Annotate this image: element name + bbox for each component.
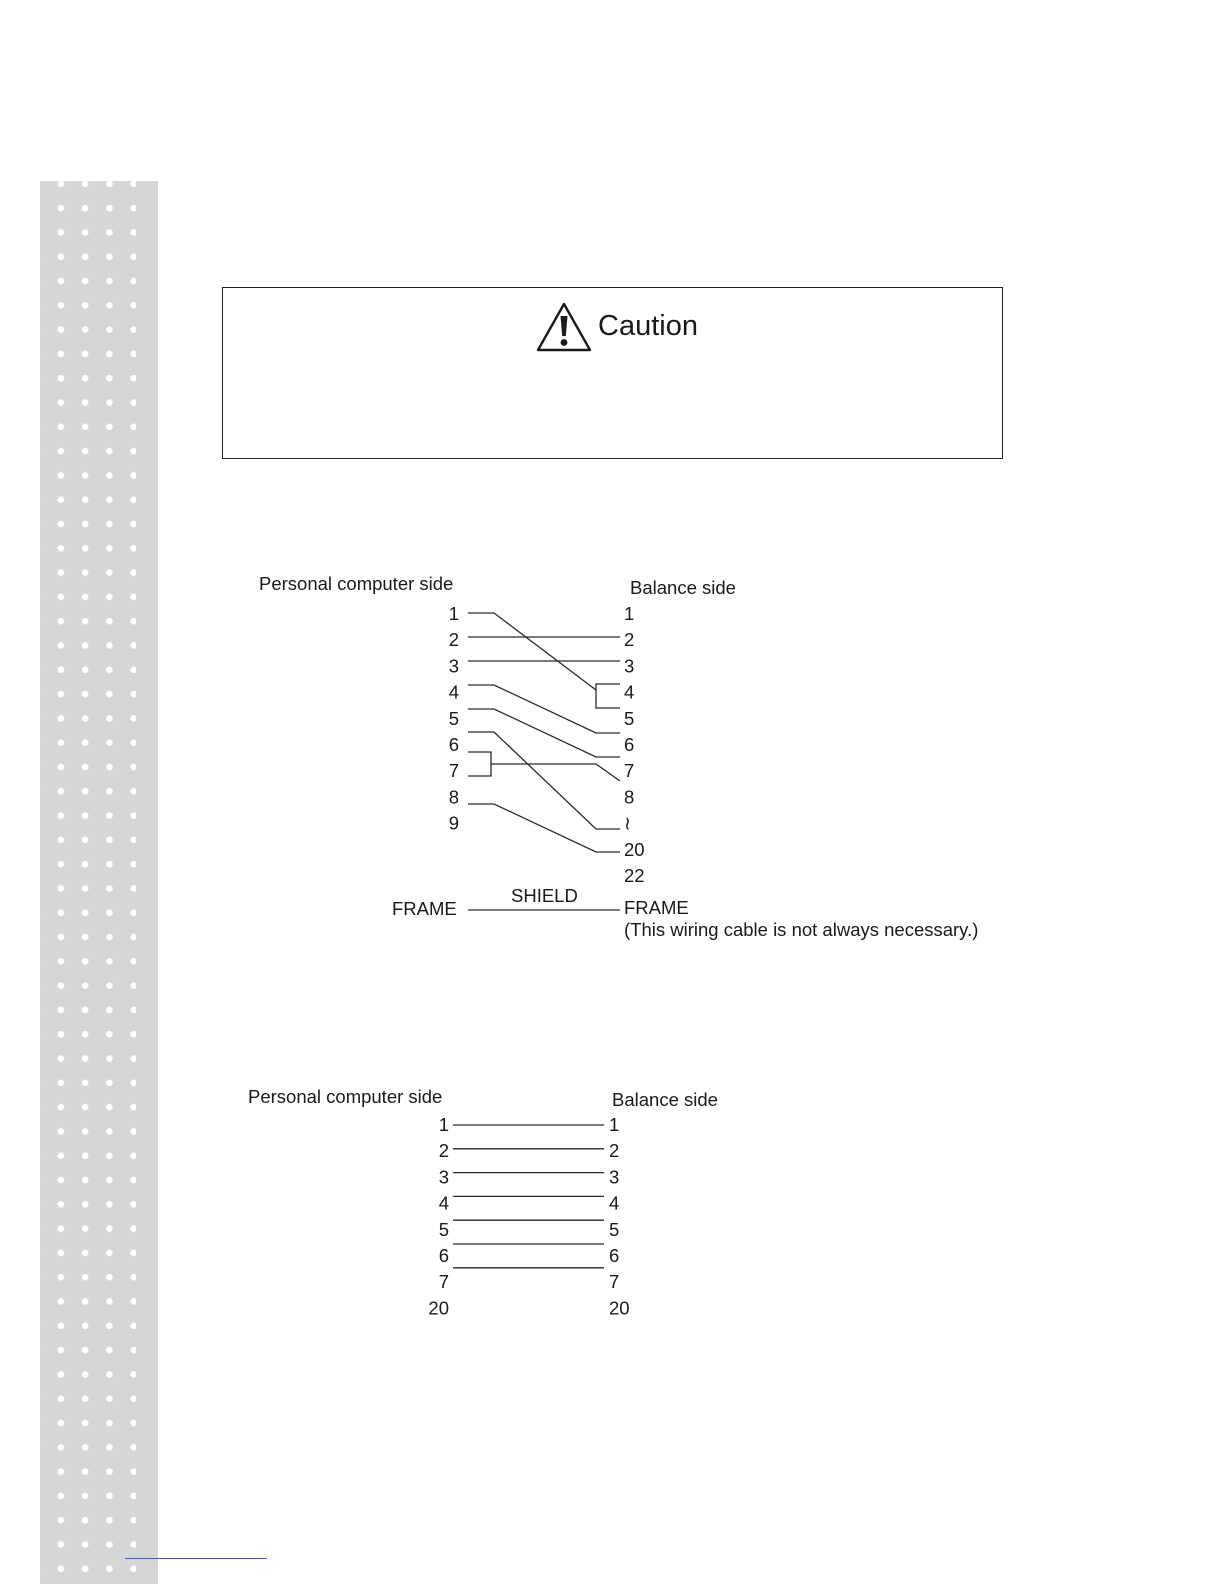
- pc-pin-7: 7: [438, 1271, 449, 1293]
- wire-pc8-bal20: [468, 804, 620, 852]
- wire-group: [453, 1125, 604, 1268]
- balance-side-label: Balance side: [612, 1089, 718, 1110]
- balance-pin-1: 1: [609, 1114, 620, 1135]
- balance-pin-column: [609, 1114, 630, 1318]
- jumper-bal4-bal5: [596, 684, 620, 708]
- footer-link-underline: [125, 1558, 267, 1559]
- pc-pin-5: 5: [448, 707, 459, 729]
- balance-pin-6: 6: [609, 1245, 620, 1266]
- pc-pin-2: 2: [438, 1140, 449, 1162]
- balance-side-label: Balance side: [630, 577, 736, 598]
- pc-pin-column: [449, 603, 459, 834]
- wiring-diagram-2: [0, 1080, 1000, 1330]
- balance-pin-8: 20: [609, 1297, 630, 1319]
- pc-pin-4: 4: [438, 1192, 449, 1214]
- balance-pin-6: 6: [624, 734, 635, 755]
- wire-group: [468, 613, 620, 910]
- balance-pin-4: 4: [609, 1192, 620, 1214]
- balance-pin-column: [624, 603, 645, 886]
- pc-pin-column: [428, 1114, 449, 1318]
- balance-pin-10: 20: [624, 838, 645, 860]
- balance-pin-5: 5: [609, 1218, 620, 1240]
- frame-left-label: FRAME: [392, 898, 457, 919]
- balance-pin-3: 3: [609, 1166, 620, 1188]
- wire-pc1-bal4: [468, 613, 596, 690]
- shield-label: SHIELD: [511, 885, 578, 906]
- pc-pin-8: 8: [448, 786, 459, 808]
- balance-pin-7: 7: [609, 1271, 620, 1293]
- pc-pin-1: 1: [448, 603, 459, 624]
- pc-pin-2: 2: [448, 629, 459, 651]
- pc-pin-4: 4: [448, 681, 459, 703]
- balance-pin-1: 1: [624, 603, 635, 624]
- caution-box: [222, 287, 1003, 459]
- jumper-pc6-pc7: [468, 752, 491, 776]
- pc-pin-3: 3: [438, 1166, 449, 1188]
- balance-pin-2: 2: [624, 629, 635, 651]
- pc-pin-7: 7: [448, 760, 459, 782]
- pc-pin-3: 3: [448, 655, 459, 677]
- balance-pin-2: 2: [609, 1140, 620, 1162]
- balance-pin-9: ≀: [624, 812, 631, 834]
- frame-right-label: FRAME: [624, 897, 689, 918]
- wiring-diagram-1: [0, 560, 1000, 960]
- wiring-note: (This wiring cable is not always necessary.): [624, 919, 979, 940]
- pc-side-label: Personal computer side: [248, 1086, 443, 1107]
- pc-side-label: Personal computer side: [259, 573, 454, 594]
- pc-pin-9: 9: [448, 812, 459, 834]
- warning-triangle-icon: [536, 302, 592, 352]
- pc-pin-6: 6: [448, 734, 459, 755]
- balance-pin-11: 22: [624, 865, 645, 886]
- balance-pin-4: 4: [624, 681, 635, 703]
- wire-pc6-bal9: [468, 732, 620, 829]
- pc-pin-1: 1: [438, 1114, 449, 1135]
- balance-pin-3: 3: [624, 655, 635, 677]
- pc-pin-8: 20: [428, 1297, 449, 1319]
- balance-pin-5: 5: [624, 707, 635, 729]
- pc-pin-5: 5: [438, 1218, 449, 1240]
- balance-pin-7: 7: [624, 760, 635, 782]
- caution-title: Caution: [598, 310, 698, 342]
- pc-pin-6: 6: [438, 1245, 449, 1266]
- balance-pin-8: 8: [624, 786, 635, 808]
- wire-pc7-bal6: [491, 764, 620, 781]
